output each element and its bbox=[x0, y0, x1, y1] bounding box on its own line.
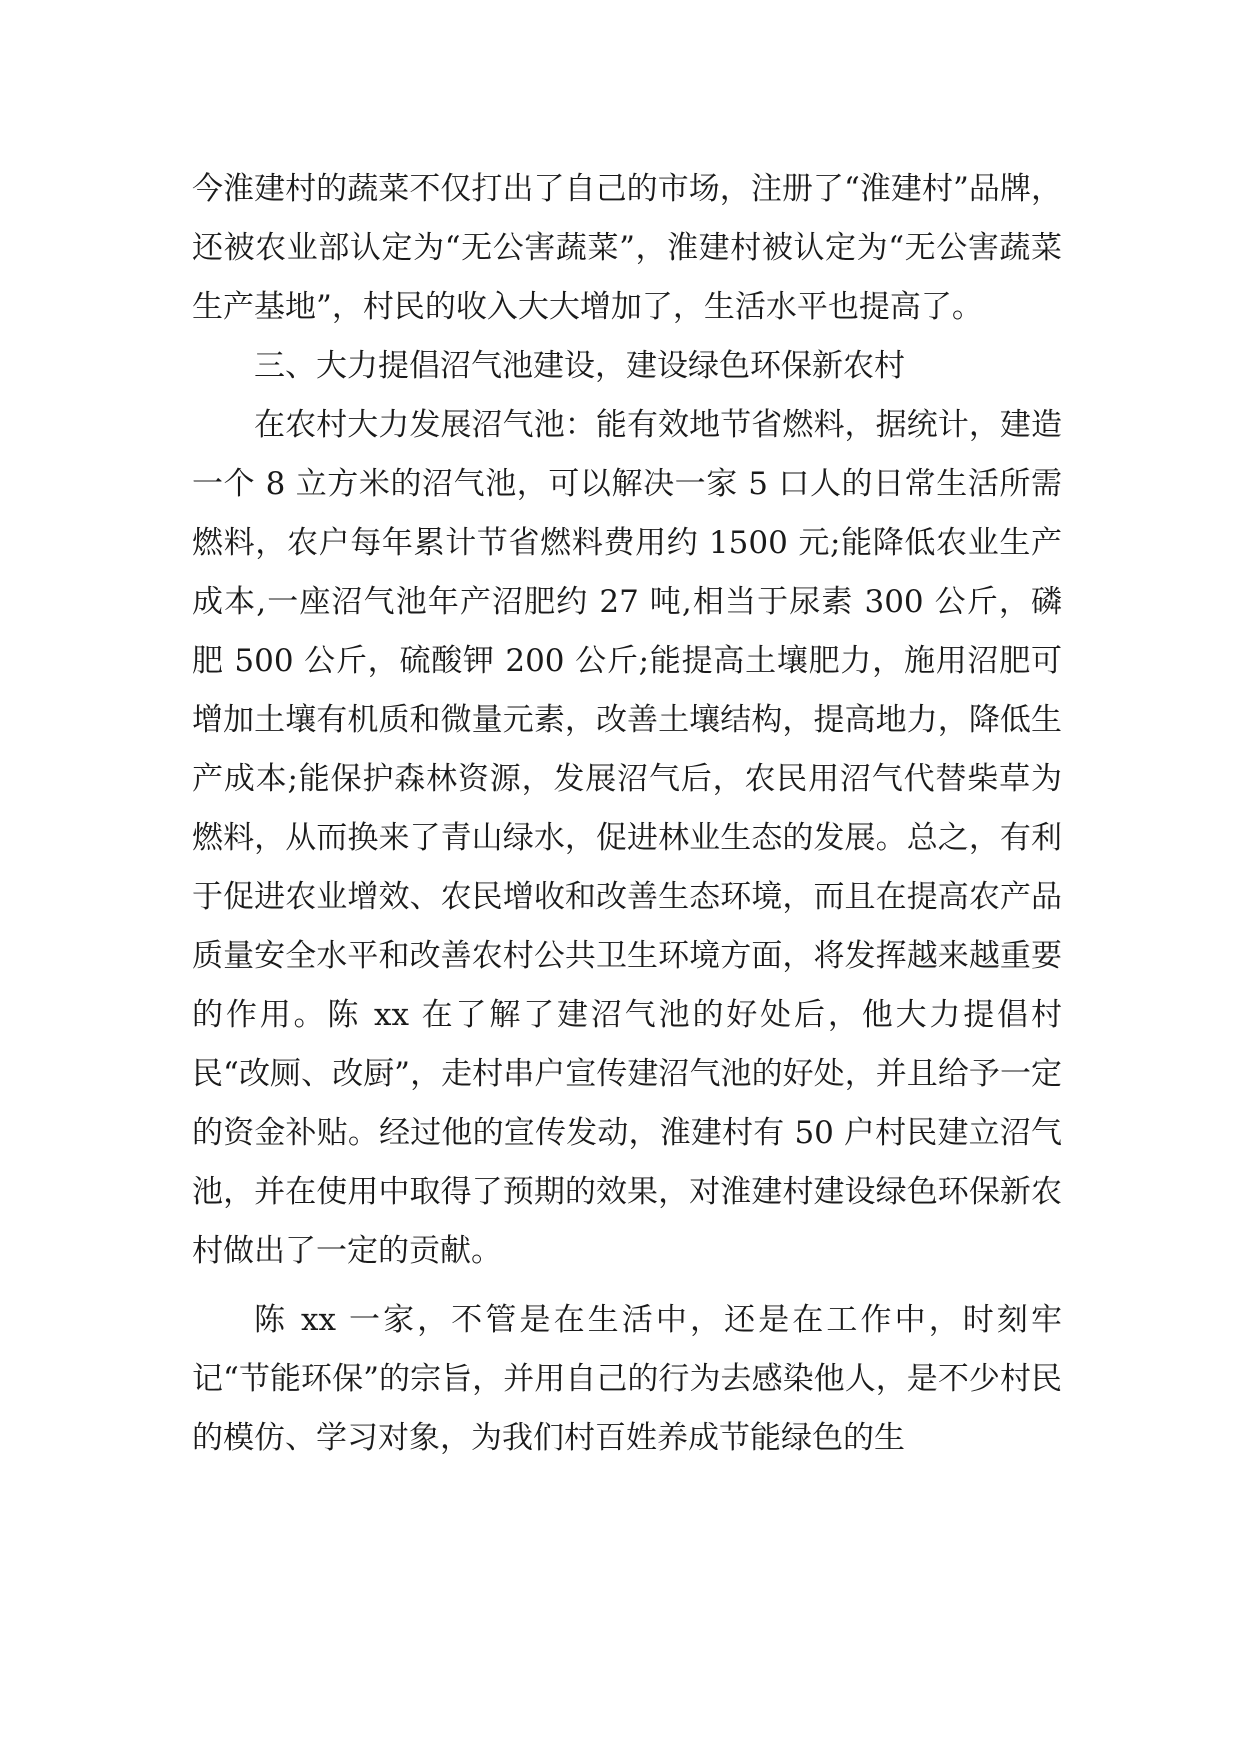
paragraph-vegetable-brand: 今淮建村的蔬菜不仅打出了自己的市场，注册了“淮建村”品牌，还被农业部认定为“无公害蔬菜”，淮建村被认定为“无公害蔬菜生产基地”，村民的收入大大增加了，生活水平也提高了。 bbox=[192, 171, 1062, 325]
paragraph-chen-family: 陈 xx 一家，不管是在生活中，还是在工作中，时刻牢记“节能环保”的宗旨，并用自己的行为去感染他人，是不少村民的模仿、学习对象，为我们村百姓养成节能绿色的生 bbox=[192, 1302, 1062, 1456]
paragraph-biogas-benefits: 在农村大力发展沼气池：能有效地节省燃料，据统计，建造一个 8 立方米的沼气池，可以解决一家 5 口人的日常生活所需燃料，农户每年累计节省燃料费用约 1500 元;能降低农业生产成本,一座沼气池年产沼肥约 27 吨,相当于尿素 300 公斤，磷肥 500 公斤，硫酸钾 200 公斤;能提高土壤肥力，施用沼肥可增加土壤有机质和微量元素，改善土壤结构，提高地力，降低生产成本;能保护森林资源，发展沼气后，农民用沼气代替柴草为燃料，从而换来了青山绿水，促进林业生态的发展。总之，有利于促进农业增效、农民增收和改善生态环境，而且在提高农产品质量安全水平和改善农村公共卫生环境方面，将发挥越来越重要的作用。陈 xx 在了解了建沼气池的好处后，他大力提倡村民“改厕、改厨”，走村串户宣传建沼气池的好处，并且给予一定的资金补贴。经过他的宣传发动，淮建村有 50 户村民建立沼气池，并在使用中取得了预期的效果，对淮建村建设绿色环保新农村做出了一定的贡献。 bbox=[192, 407, 1062, 1269]
document-body bbox=[192, 160, 1062, 1468]
section-heading-biogas: 三、大力提倡沼气池建设，建设绿色环保新农村 bbox=[254, 348, 905, 384]
